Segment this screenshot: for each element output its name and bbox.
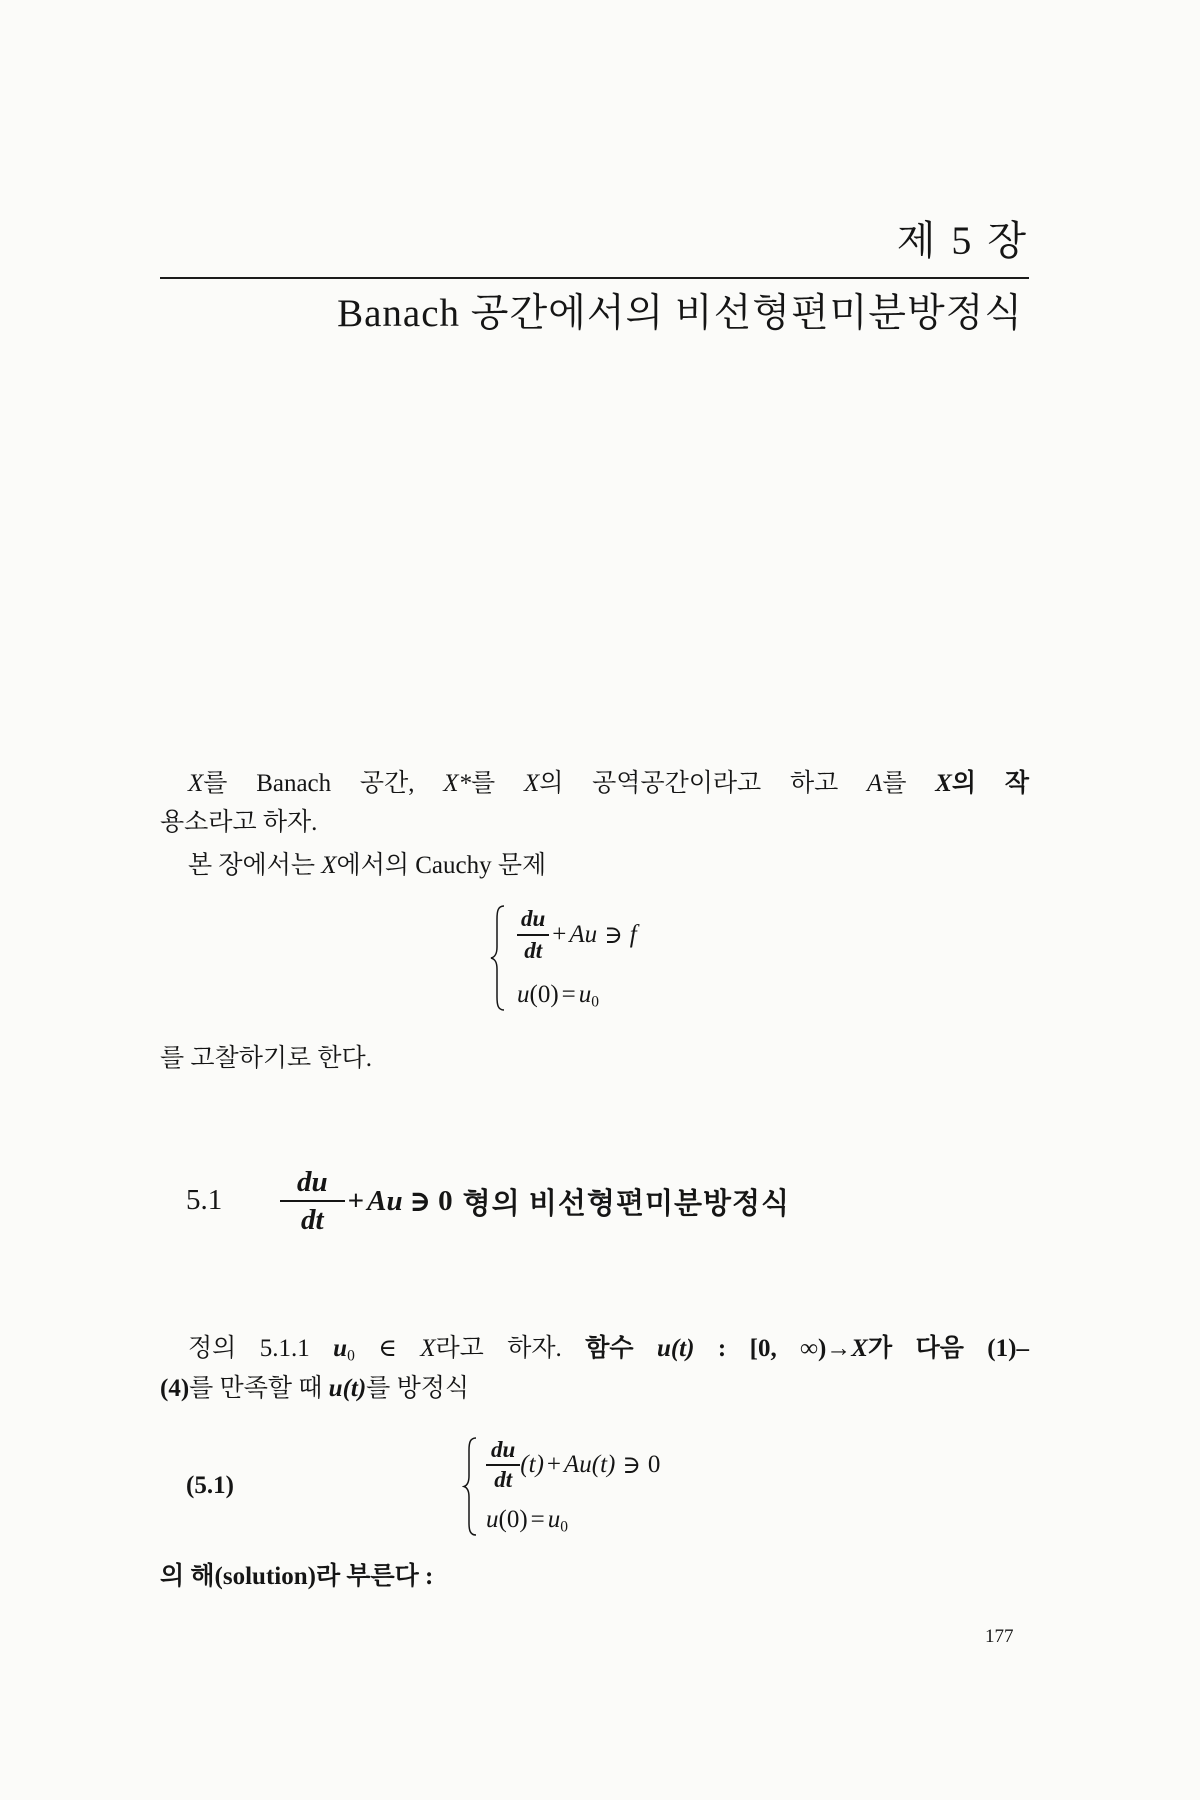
left-brace <box>462 1435 478 1538</box>
text-run: 가 다음 (1)– <box>867 1335 1029 1362</box>
math-term: u(t) <box>656 1335 695 1362</box>
math-symbol: X <box>935 770 952 797</box>
math-symbol: u <box>333 1335 348 1362</box>
math-term: Au(t) <box>564 1451 616 1478</box>
fraction-du-dt <box>280 1164 345 1238</box>
math-term: u(t) <box>328 1375 367 1402</box>
equals-sign: = <box>561 981 576 1008</box>
equation-5-1-system <box>462 1435 660 1538</box>
chapter-title: Banach 공간에서의 비선형편미분방정식 <box>337 292 1023 335</box>
math-zero: 0 <box>438 1184 453 1217</box>
definition-line-2 <box>160 1374 469 1404</box>
fraction-denominator: dt <box>301 1204 324 1236</box>
math-argument: (0) <box>498 1506 528 1533</box>
element-of: ∈ <box>354 1335 421 1362</box>
equation-label: (5.1) <box>186 1472 234 1499</box>
math-symbol: u <box>486 1506 499 1533</box>
intro-line-3 <box>188 851 546 881</box>
fraction-numerator: du <box>521 906 546 932</box>
condition-reference: (4) <box>160 1375 190 1402</box>
section-heading <box>280 1163 790 1239</box>
initial-value-rhs <box>548 1506 568 1534</box>
equation-row-1 <box>517 903 637 967</box>
initial-value-rhs <box>579 981 599 1009</box>
text-run: 를 방정식 <box>366 1375 470 1402</box>
math-symbol: X <box>851 1335 868 1362</box>
plus-operator: + <box>552 921 567 948</box>
cauchy-problem-system <box>489 903 637 1013</box>
fraction-denominator: dt <box>524 937 543 963</box>
subscript: 0 <box>560 1518 569 1536</box>
contains-relation: ∋ <box>604 922 623 949</box>
text-run: 를 만족할 때 <box>189 1375 329 1402</box>
text-run: : [0, ∞)→ <box>694 1335 852 1362</box>
math-argument: (t) <box>520 1451 544 1478</box>
intro-line-4: 를 고찰하기로 한다. <box>160 1045 372 1072</box>
text-run: 를 Banach 공간, <box>203 770 444 797</box>
math-symbol: X <box>523 770 540 797</box>
math-symbol: X* <box>443 770 472 797</box>
text-run: 의 공역공간이라고 하고 <box>539 770 868 797</box>
text-run: 의 작 <box>951 770 1029 797</box>
plus-operator: + <box>546 1451 562 1478</box>
math-argument: (0) <box>529 981 559 1008</box>
math-term: Au <box>367 1184 403 1217</box>
fraction-du-dt <box>517 904 549 966</box>
definition-label: 정의 5.1.1 <box>188 1335 310 1362</box>
contains-relation: ∋ <box>409 1185 432 1218</box>
initial-value-lhs <box>486 1506 528 1534</box>
text-run: 를 <box>471 770 524 797</box>
text-run: 를 <box>882 770 936 797</box>
plus-operator: + <box>347 1184 365 1217</box>
intro-line-1 <box>188 769 1029 799</box>
subscript: 0 <box>347 1347 355 1365</box>
math-symbol: X <box>420 1335 436 1362</box>
math-term: Au <box>569 921 598 948</box>
equals-sign: = <box>530 1506 545 1533</box>
fraction-du-dt <box>486 1436 520 1494</box>
page-number: 177 <box>985 1626 1014 1647</box>
math-symbol: X <box>321 852 337 879</box>
equation-rows <box>486 1435 660 1538</box>
section-number: 5.1 <box>186 1184 223 1216</box>
contains-relation: ∋ <box>622 1452 641 1479</box>
equation-row-2 <box>486 1502 660 1538</box>
text-run: 함수 <box>585 1335 657 1362</box>
fraction-numerator: du <box>297 1166 328 1198</box>
chapter-number: 제 5 장 <box>896 218 1029 263</box>
chapter-rule <box>160 277 1029 279</box>
math-symbol: u <box>578 981 592 1008</box>
equation-row-2 <box>517 977 637 1013</box>
text-run: 에서의 Cauchy 문제 <box>336 852 547 879</box>
text-run: 본 장에서는 <box>188 852 322 879</box>
math-symbol: u <box>517 981 530 1008</box>
math-zero: 0 <box>647 1451 661 1478</box>
math-symbol: A <box>867 770 883 797</box>
subscript: 0 <box>591 993 600 1011</box>
math-symbol: X <box>188 770 204 797</box>
fraction-denominator: dt <box>494 1466 513 1492</box>
equation-row-1 <box>486 1435 660 1495</box>
text-run: 라고 하자. <box>435 1335 586 1362</box>
section-title: 형의 비선형편미분방정식 <box>462 1187 791 1220</box>
initial-value-lhs <box>517 981 559 1009</box>
math-symbol: u <box>547 1506 561 1533</box>
math-symbol: f <box>629 921 637 948</box>
equation-rows <box>517 903 637 1013</box>
fraction-numerator: du <box>491 1437 516 1463</box>
left-brace <box>489 903 507 1013</box>
definition-closing: 의 해(solution)라 부른다 : <box>160 1563 434 1590</box>
definition-line-1 <box>188 1334 1029 1364</box>
intro-line-2: 용소라고 하자. <box>160 809 318 836</box>
